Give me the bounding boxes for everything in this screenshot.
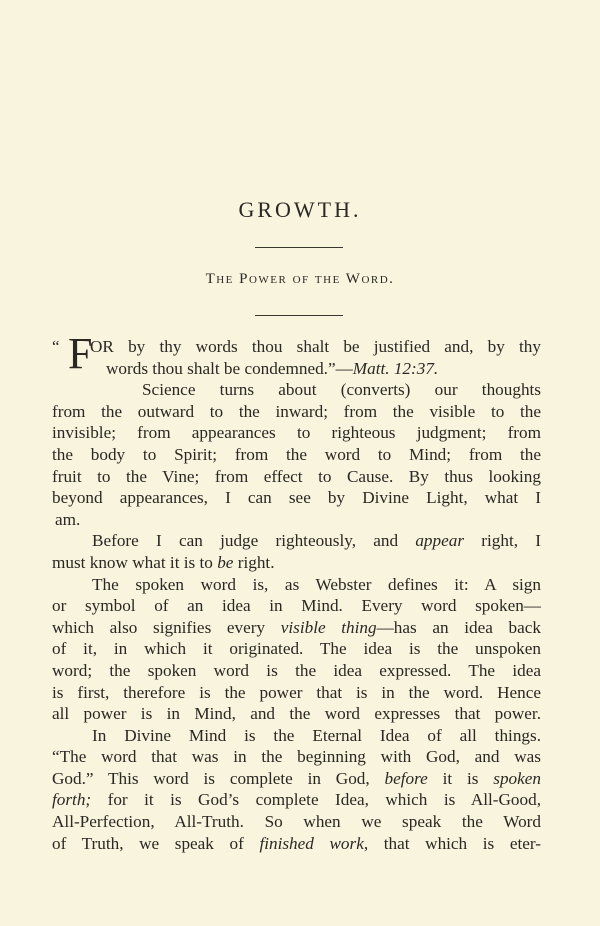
text-line: “The word that was in the beginning with God, and was [52, 747, 541, 767]
text-line: must know what it is to be right. [52, 552, 275, 572]
text-line: God.” This word is complete in God, before it is spoken [52, 768, 541, 788]
text-line: In Divine Mind is the Eternal Idea of all things. [92, 725, 541, 745]
text-line: of Truth, we speak of finished work, that which is eter- [52, 833, 541, 853]
text-line: Before I can judge righteously, and appear right, I [92, 531, 542, 551]
drop-quote-mark: “ [52, 337, 60, 356]
section-subtitle: The Power of the Word. [205, 271, 395, 287]
text-line: OR by thy words thou shalt be justified and, by thy [90, 337, 541, 356]
text-line: from the outward to the inward; from the visible to the [52, 401, 541, 421]
text-line: which also signifies every visible thing—has an idea back [52, 617, 541, 637]
text-line: forth; for it is God’s complete Idea, which is All-Good, [52, 790, 541, 810]
text-line: am. [55, 509, 81, 529]
text-line: is first, therefore is the power that is in the word. Hence [52, 682, 541, 702]
text-line: of it, in which it originated. The idea is the unspoken [52, 639, 541, 659]
text-line: beyond appearances, I can see by Divine Light, what I [52, 488, 541, 508]
divider [255, 315, 343, 316]
text-line: all power is in Mind, and the word expresses that power. [52, 704, 541, 724]
text-line: invisible; from appearances to righteous judgment; from [52, 423, 541, 443]
body-text [52, 329, 542, 854]
text-line: the body to Spirit; from the word to Mind; from the [52, 444, 541, 464]
drop-cap: F [68, 329, 93, 378]
text-line: words thou shalt be condemned.”—Matt. 12:37. [106, 358, 439, 378]
text-line: The spoken word is, as Webster defines it: A sign [92, 574, 541, 594]
text-line: Science turns about (converts) our thoughts [142, 380, 541, 400]
chapter-title: GROWTH. [238, 197, 362, 222]
text-line: word; the spoken word is the idea expressed. The idea [52, 660, 541, 680]
text-line: All-Perfection, All-Truth. So when we speak the Word [52, 812, 541, 832]
divider [255, 247, 343, 248]
text-line: fruit to the Vine; from effect to Cause. By thus looking [52, 466, 541, 486]
text-line: or symbol of an idea in Mind. Every word spoken— [52, 596, 541, 616]
